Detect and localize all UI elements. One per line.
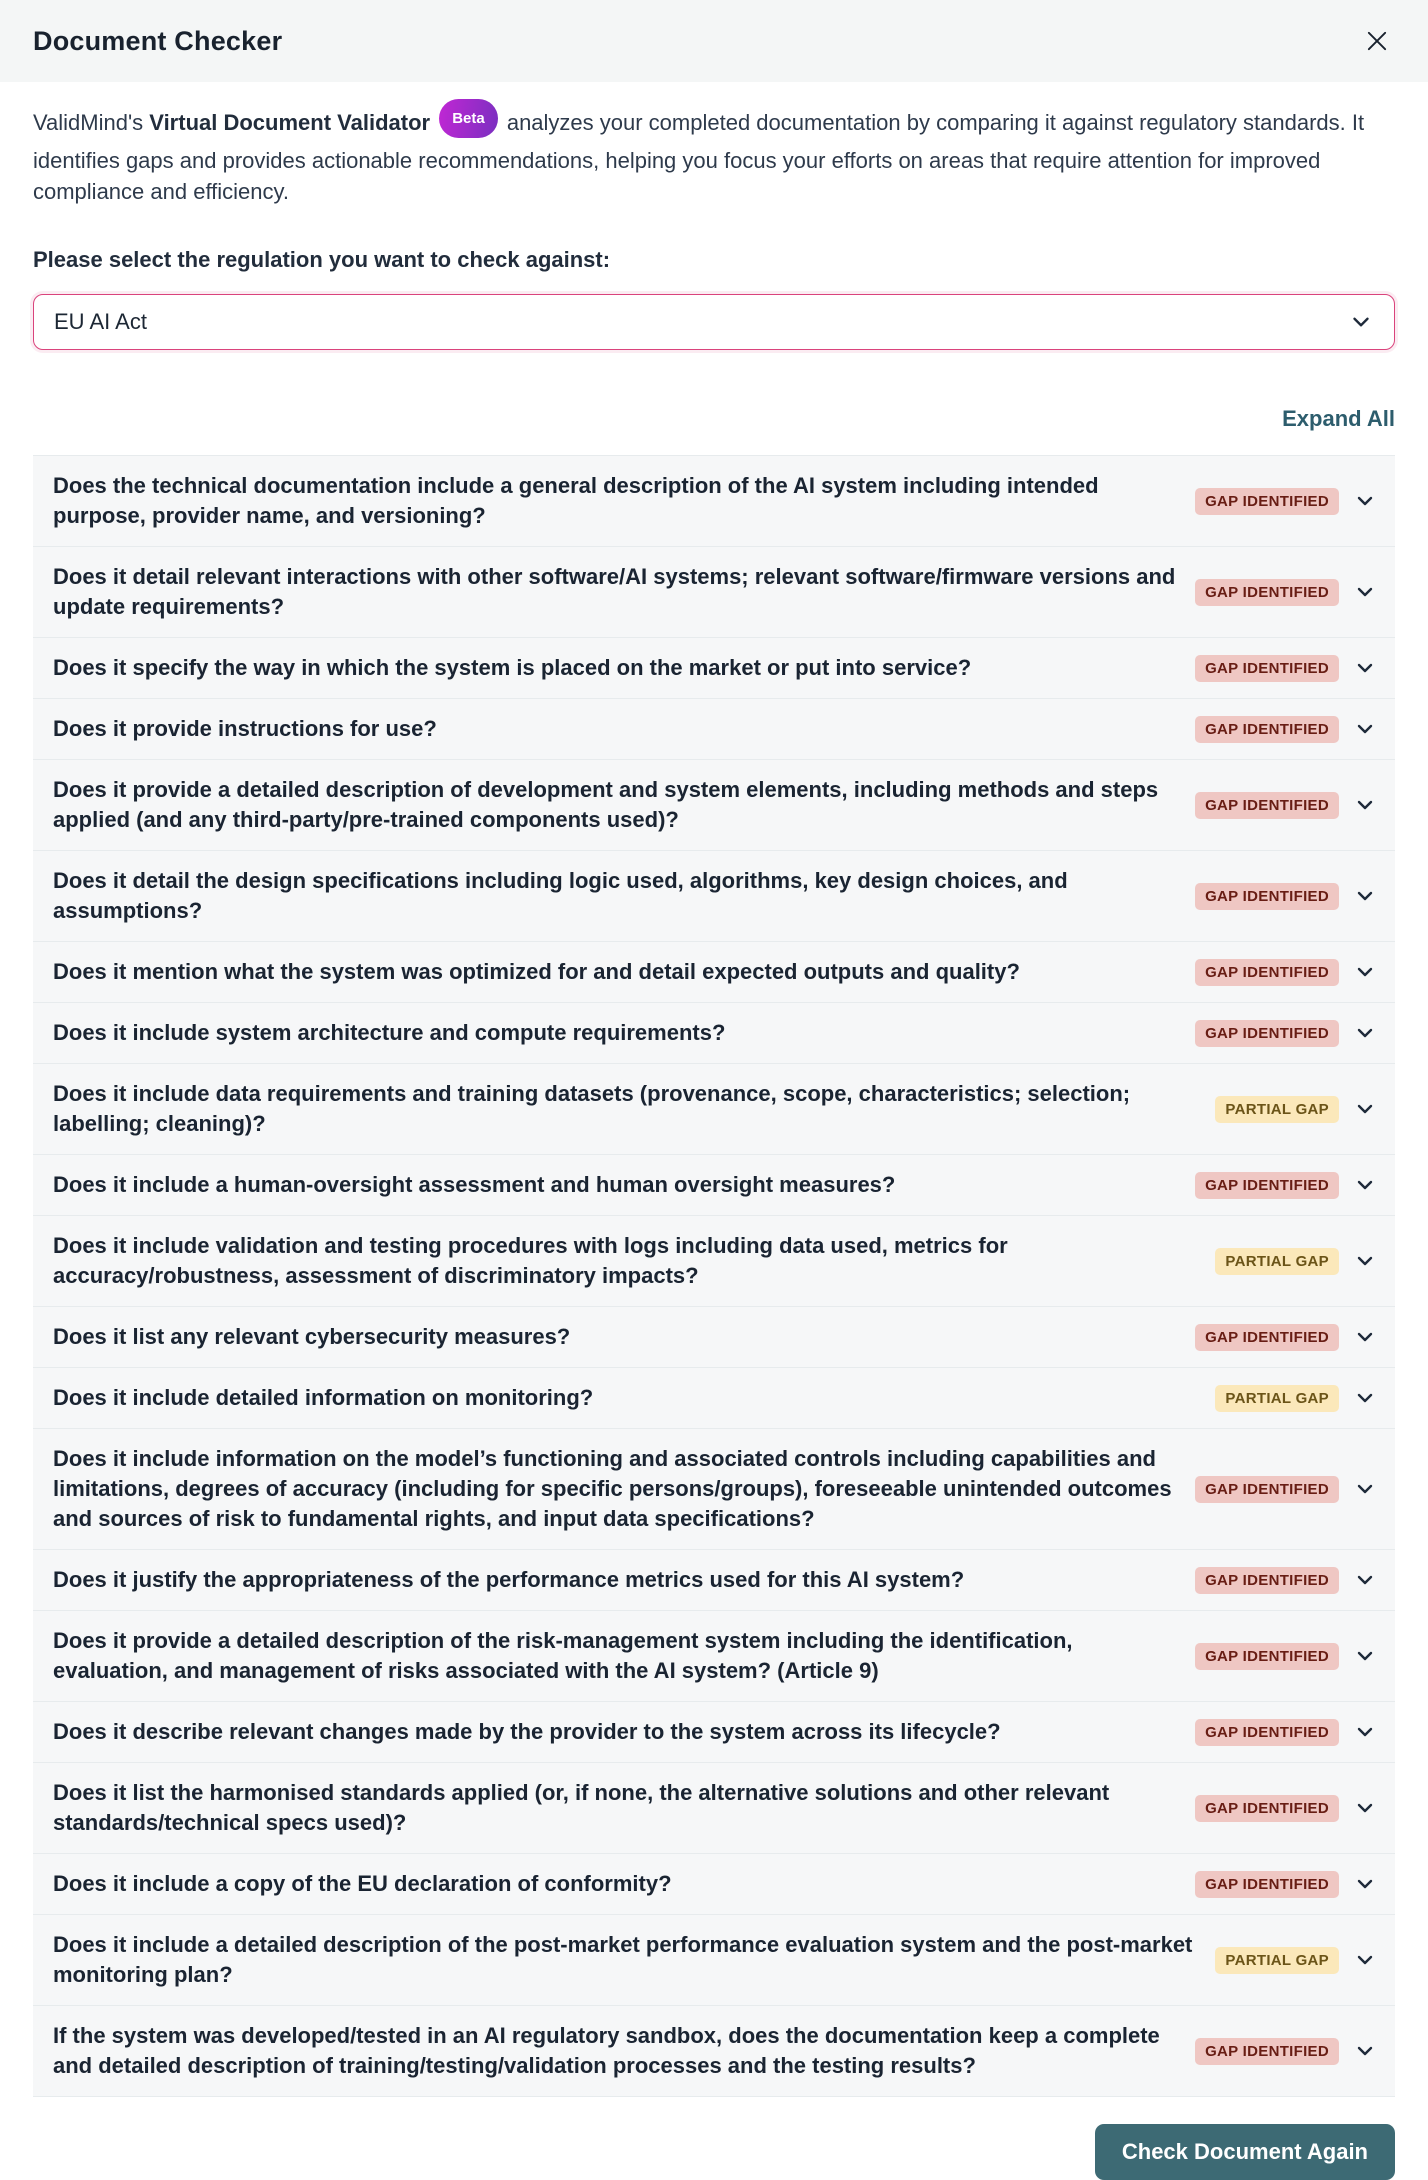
status-badge: GAP IDENTIFIED (1195, 1871, 1339, 1898)
chevron-down-icon[interactable] (1353, 1097, 1377, 1121)
question-row[interactable] (33, 1003, 1395, 1064)
question-text: Does it detail relevant interactions with other software/AI systems; relevant software/firmware versions and update requirements? (53, 564, 1176, 619)
question-row-right (1195, 883, 1377, 910)
question-row[interactable] (33, 1854, 1395, 1915)
question-text: Does it describe relevant changes made by the provider to the system across its lifecycle? (53, 1719, 1001, 1744)
status-badge: GAP IDENTIFIED (1195, 579, 1339, 606)
intro-prefix: ValidMind's (33, 110, 150, 135)
status-badge: GAP IDENTIFIED (1195, 1172, 1339, 1199)
status-badge: GAP IDENTIFIED (1195, 1324, 1339, 1351)
question-row[interactable] (33, 1550, 1395, 1611)
question-row[interactable] (33, 1368, 1395, 1429)
question-text: Does it provide instructions for use? (53, 716, 437, 741)
question-row[interactable] (33, 1702, 1395, 1763)
question-row[interactable] (33, 1155, 1395, 1216)
question-row[interactable] (33, 1429, 1395, 1550)
chevron-down-icon[interactable] (1353, 1173, 1377, 1197)
regulation-select-value: EU AI Act (54, 309, 147, 334)
status-badge: GAP IDENTIFIED (1195, 1719, 1339, 1746)
question-text: Does it list any relevant cybersecurity measures? (53, 1324, 571, 1349)
expand-row (33, 406, 1395, 432)
chevron-down-icon[interactable] (1353, 2039, 1377, 2063)
question-row-right (1195, 1719, 1377, 1746)
product-name: Virtual Document Validator (149, 110, 431, 135)
chevron-down-icon[interactable] (1353, 717, 1377, 741)
question-row[interactable] (33, 638, 1395, 699)
chevron-down-icon[interactable] (1353, 1249, 1377, 1273)
question-row[interactable] (33, 1915, 1395, 2006)
status-badge: GAP IDENTIFIED (1195, 792, 1339, 819)
chevron-down-icon[interactable] (1353, 1720, 1377, 1744)
chevron-down-icon[interactable] (1353, 580, 1377, 604)
question-text: Does it include data requirements and training datasets (provenance, scope, characteristics; selection; labelling; cleaning)? (53, 1081, 1131, 1136)
status-badge: GAP IDENTIFIED (1195, 2038, 1339, 2065)
intro-text (33, 106, 1395, 207)
status-badge: PARTIAL GAP (1215, 1947, 1339, 1974)
question-text: Does it include validation and testing procedures with logs including data used, metrics for accuracy/robustness, assessment of discriminatory impacts? (53, 1233, 1008, 1288)
chevron-down-icon[interactable] (1353, 1021, 1377, 1045)
question-text: Does it specify the way in which the system is placed on the market or put into service? (53, 655, 972, 680)
question-row[interactable] (33, 699, 1395, 760)
status-badge: GAP IDENTIFIED (1195, 488, 1339, 515)
status-badge: GAP IDENTIFIED (1195, 655, 1339, 682)
question-row-right (1195, 655, 1377, 682)
page-title: Document Checker (33, 25, 283, 56)
question-row[interactable] (33, 1611, 1395, 1702)
question-row[interactable] (33, 2006, 1395, 2097)
question-row[interactable] (33, 942, 1395, 1003)
modal-header (0, 0, 1428, 82)
expand-all-button[interactable]: Expand All (1282, 406, 1395, 431)
question-row-right (1195, 1871, 1377, 1898)
question-row[interactable] (33, 760, 1395, 851)
question-row[interactable] (33, 851, 1395, 942)
chevron-down-icon[interactable] (1353, 793, 1377, 817)
question-text: Does it include information on the model’s functioning and associated controls including capabilities and limitations, degrees of accuracy (including for specific persons/groups), foreseeable unintended outcomes and sources of risk to fundamental rights, and input data specifications? (53, 1446, 1172, 1531)
question-row[interactable] (33, 456, 1395, 547)
status-badge: GAP IDENTIFIED (1195, 883, 1339, 910)
beta-badge: Beta (439, 99, 498, 138)
status-badge: GAP IDENTIFIED (1195, 959, 1339, 986)
status-badge: GAP IDENTIFIED (1195, 1567, 1339, 1594)
question-row-right (1195, 1795, 1377, 1822)
question-text: Does it mention what the system was optimized for and detail expected outputs and quality? (53, 959, 1020, 984)
question-row-right (1195, 1476, 1377, 1503)
status-badge: GAP IDENTIFIED (1195, 1643, 1339, 1670)
question-text: Does it include a copy of the EU declaration of conformity? (53, 1871, 672, 1896)
status-badge: PARTIAL GAP (1215, 1385, 1339, 1412)
close-button[interactable] (1359, 23, 1395, 59)
chevron-down-icon[interactable] (1353, 960, 1377, 984)
chevron-down-icon[interactable] (1353, 884, 1377, 908)
question-row-right (1195, 579, 1377, 606)
chevron-down-icon[interactable] (1353, 489, 1377, 513)
status-badge: PARTIAL GAP (1215, 1248, 1339, 1275)
question-row[interactable] (33, 1216, 1395, 1307)
chevron-down-icon[interactable] (1353, 656, 1377, 680)
question-list (33, 455, 1395, 2097)
question-text: Does it include a detailed description of the post-market performance evaluation system and the post-market monitoring plan? (53, 1932, 1193, 1987)
question-text: Does it list the harmonised standards applied (or, if none, the alternative solutions and other relevant standards/technical specs used)? (53, 1780, 1110, 1835)
question-row-right (1195, 1020, 1377, 1047)
status-badge: GAP IDENTIFIED (1195, 1020, 1339, 1047)
question-text: Does it provide a detailed description of development and system elements, including methods and steps applied (and any third-party/pre-trained components used)? (53, 777, 1159, 832)
chevron-down-icon[interactable] (1353, 1644, 1377, 1668)
question-row[interactable] (33, 1307, 1395, 1368)
question-row-right (1195, 1567, 1377, 1594)
question-text: If the system was developed/tested in an AI regulatory sandbox, does the documentation keep a complete and detailed description of training/testing/validation processes and the testing results? (53, 2023, 1160, 2078)
check-document-again-button[interactable]: Check Document Again (1095, 2124, 1395, 2180)
chevron-down-icon[interactable] (1353, 1948, 1377, 1972)
chevron-down-icon[interactable] (1353, 1568, 1377, 1592)
question-text: Does it include detailed information on monitoring? (53, 1385, 594, 1410)
question-row-right (1195, 792, 1377, 819)
question-text: Does it include system architecture and compute requirements? (53, 1020, 726, 1045)
question-row-right (1215, 1385, 1377, 1412)
question-row-right (1215, 1096, 1377, 1123)
chevron-down-icon (1348, 309, 1374, 335)
question-row-right (1195, 1643, 1377, 1670)
question-row-right (1195, 2038, 1377, 2065)
question-row[interactable] (33, 1064, 1395, 1155)
regulation-select[interactable] (33, 294, 1395, 350)
intro-suffix: analyzes your completed documentation by comparing it against regulatory standards. It identifies gaps and provides actionable recommendations, helping you focus your efforts on areas that require attention for improved compliance and efficiency. (33, 110, 1365, 204)
question-row-right (1195, 1324, 1377, 1351)
chevron-down-icon[interactable] (1353, 1872, 1377, 1896)
regulation-label: Please select the regulation you want to check against: (33, 247, 611, 272)
question-row[interactable] (33, 1763, 1395, 1854)
question-row-right (1195, 959, 1377, 986)
modal-content (0, 82, 1428, 2097)
question-row-right (1195, 716, 1377, 743)
question-text: Does it justify the appropriateness of the performance metrics used for this AI system? (53, 1567, 965, 1592)
status-badge: PARTIAL GAP (1215, 1096, 1339, 1123)
question-text: Does it include a human-oversight assessment and human oversight measures? (53, 1172, 896, 1197)
chevron-down-icon[interactable] (1353, 1477, 1377, 1501)
chevron-down-icon[interactable] (1353, 1796, 1377, 1820)
status-badge: GAP IDENTIFIED (1195, 716, 1339, 743)
question-row[interactable] (33, 547, 1395, 638)
question-row-right (1215, 1947, 1377, 1974)
status-badge: GAP IDENTIFIED (1195, 1795, 1339, 1822)
question-row-right (1215, 1248, 1377, 1275)
question-text: Does the technical documentation include a general description of the AI system including intended purpose, provider name, and versioning? (53, 473, 1099, 528)
question-text: Does it detail the design specifications including logic used, algorithms, key design choices, and assumptions? (53, 868, 1068, 923)
chevron-down-icon[interactable] (1353, 1325, 1377, 1349)
chevron-down-icon[interactable] (1353, 1386, 1377, 1410)
question-row-right (1195, 1172, 1377, 1199)
close-icon (1363, 27, 1391, 55)
question-text: Does it provide a detailed description of the risk-management system including the identification, evaluation, and management of risks associated with the AI system? (Article 9) (53, 1628, 1073, 1683)
status-badge: GAP IDENTIFIED (1195, 1476, 1339, 1503)
question-row-right (1195, 488, 1377, 515)
modal-footer (0, 2124, 1428, 2180)
